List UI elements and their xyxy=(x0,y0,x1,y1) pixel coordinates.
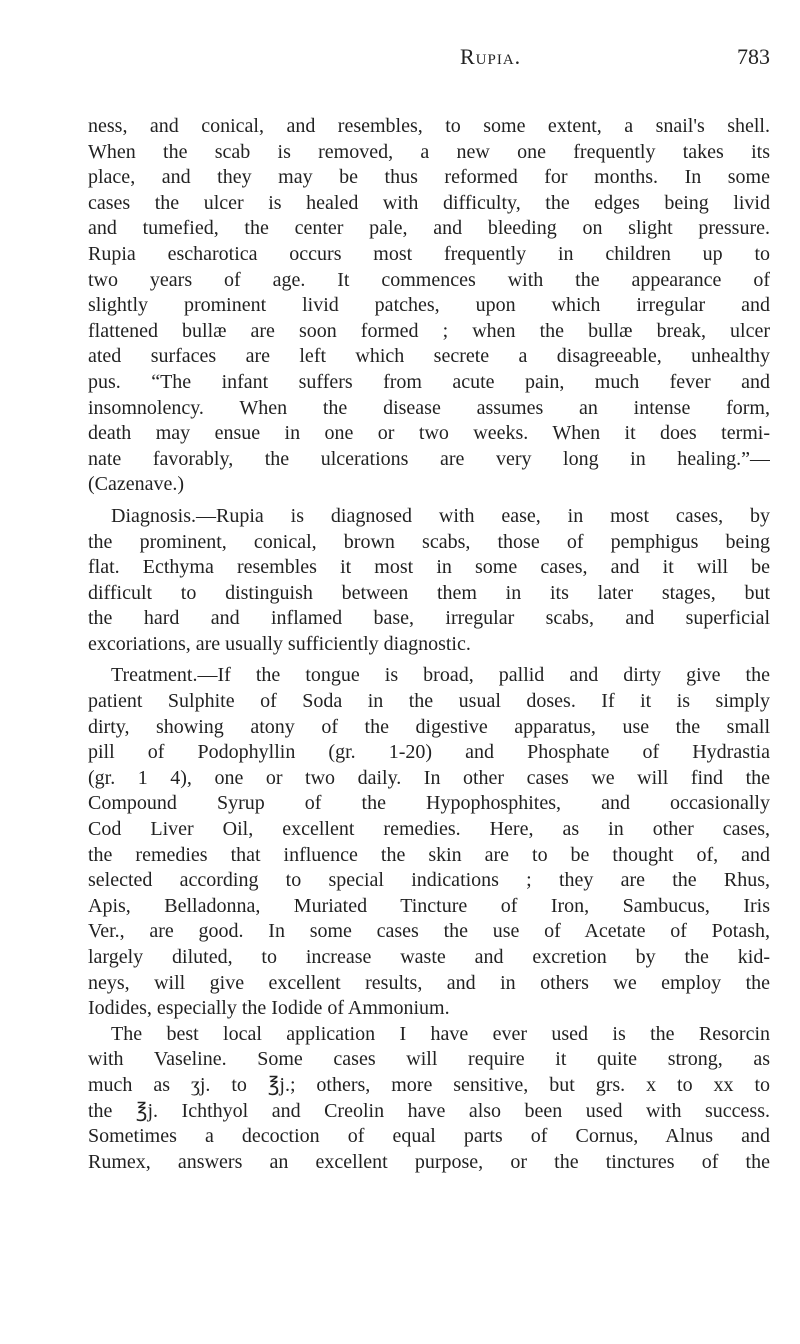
text-line: the hard and inflamed base, irregular scabs, and superficial xyxy=(88,607,770,630)
text-line: Sometimes a decoction of equal parts of Cornus, Alnus and xyxy=(88,1125,770,1148)
text-line: Diagnosis.—Rupia is diagnosed with ease, in most cases, by xyxy=(111,504,770,527)
text-line: flat. Ecthyma resembles it most in some cases, and it will be xyxy=(88,556,770,579)
text-line: Compound Syrup of the Hypophosphites, and occasionally xyxy=(88,792,770,815)
text-line: (Cazenave.) xyxy=(88,473,185,496)
text-line: place, and they may be thus reformed for months. In some xyxy=(88,166,770,189)
text-line: death may ensue in one or two weeks. When it does termi- xyxy=(88,422,770,445)
text-line: Apis, Belladonna, Muriated Tincture of Iron, Sambucus, Iris xyxy=(88,894,770,917)
text-line: Cod Liver Oil, excellent remedies. Here, as in other cases, xyxy=(88,818,770,841)
text-line: the prominent, conical, brown scabs, those of pemphigus being xyxy=(88,530,770,553)
text-line: (gr. 1 4), one or two daily. In other cases we will find the xyxy=(88,766,770,789)
text-line: difficult to distinguish between them in its later stages, but xyxy=(88,581,770,604)
text-line: Iodides, especially the Iodide of Ammonium. xyxy=(88,997,450,1020)
text-line: the remedies that influence the skin are to be thought of, and xyxy=(88,843,770,866)
text-line: neys, will give excellent results, and in others we employ the xyxy=(88,971,770,994)
text-line: much as ʒj. to ℥j.; others, more sensitive, but grs. x to xx to xyxy=(88,1073,770,1096)
text-line: dirty, showing atony of the digestive apparatus, use the small xyxy=(88,715,770,738)
text-line: two years of age. It commences with the appearance of xyxy=(88,268,770,291)
text-line: ated surfaces are left which secrete a disagreeable, unhealthy xyxy=(88,345,770,368)
text-line: patient Sulphite of Soda in the usual doses. If it is simply xyxy=(88,690,770,713)
text-line: The best local application I have ever used is the Resorcin xyxy=(111,1022,770,1045)
text-line: insomnolency. When the disease assumes an intense form, xyxy=(88,396,770,419)
page-number: 783 xyxy=(737,44,770,69)
text-line: Treatment.—If the tongue is broad, pallid and dirty give the xyxy=(111,664,770,687)
running-head xyxy=(88,44,770,92)
text-line: selected according to special indications ; they are the Rhus, xyxy=(88,869,770,892)
text-line: largely diluted, to increase waste and excretion by the kid- xyxy=(88,946,770,968)
text-line: When the scab is removed, a new one frequently takes its xyxy=(88,140,770,163)
text-line: nate favorably, the ulcerations are very long in healing.”— xyxy=(88,447,770,470)
text-line: and tumefied, the center pale, and bleeding on slight pressure. xyxy=(88,217,770,240)
text-line: the ℥j. Ichthyol and Creolin have also been used with success. xyxy=(88,1099,770,1122)
text-line: Rumex, answers an excellent purpose, or the tinctures of the xyxy=(88,1150,770,1173)
text-line: pill of Podophyllin (gr. 1-20) and Phosphate of Hydrastia xyxy=(88,741,770,764)
text-line: excoriations, are usually sufficiently diagnostic. xyxy=(88,632,471,655)
text-line: with Vaseline. Some cases will require it quite strong, as xyxy=(88,1048,770,1071)
text-line: ness, and conical, and resembles, to some extent, a snail's shell. xyxy=(88,115,770,137)
text-line: Ver., are good. In some cases the use of Acetate of Potash, xyxy=(88,920,770,943)
text-line: flattened bullæ are soon formed ; when the bullæ break, ulcer xyxy=(88,319,770,342)
running-title: Rupia. xyxy=(460,44,522,69)
body-text xyxy=(88,114,770,1175)
text-line: slightly prominent livid patches, upon which irregular and xyxy=(88,294,770,317)
text-line: pus. “The infant suffers from acute pain, much fever and xyxy=(88,370,770,393)
text-line: Rupia escharotica occurs most frequently in children up to xyxy=(88,242,770,265)
text-line: cases the ulcer is healed with difficulty, the edges being livid xyxy=(88,191,770,214)
book-page xyxy=(88,0,770,1175)
